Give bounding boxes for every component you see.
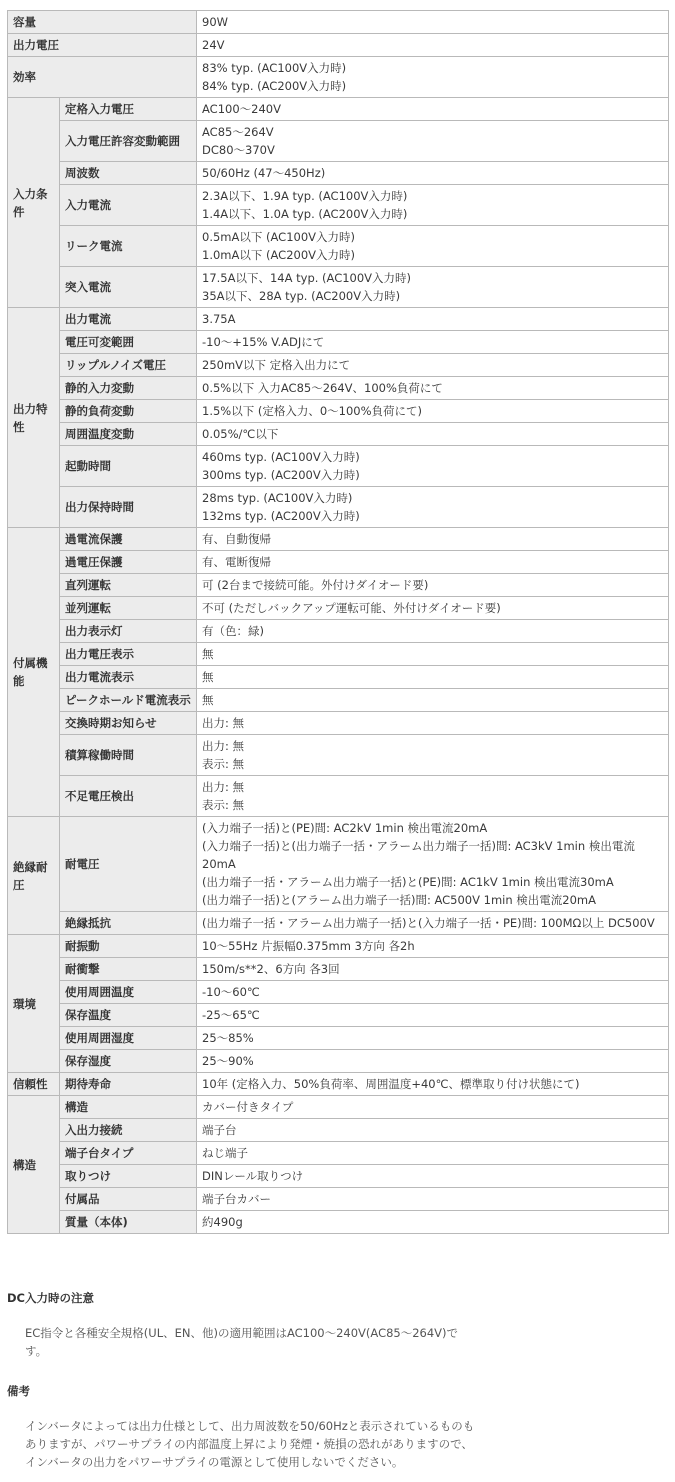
spec-value: [197, 267, 669, 308]
spec-value-line: 端子台カバー: [202, 1192, 271, 1206]
spec-row: [8, 400, 669, 423]
spec-value-line: 1.5%以下 (定格入力、0～100%負荷にて): [202, 404, 423, 418]
spec-value-line: (出力端子一括・アラーム出力端子一括)と(入力端子一括・PE)間: 100MΩ以上 DC500V: [202, 916, 655, 930]
spec-value: [197, 354, 669, 377]
spec-value: [197, 1188, 669, 1211]
spec-value: [197, 1004, 669, 1027]
spec-value-line: 25～85%: [202, 1031, 254, 1045]
spec-key: 構造: [60, 1096, 197, 1119]
spec-value-line: 出力: 無: [202, 739, 245, 753]
spec-value-line: 約490g: [202, 1215, 243, 1229]
spec-group-label: 信頼性: [8, 1073, 60, 1096]
spec-key: 定格入力電圧: [60, 98, 197, 121]
spec-key: 保存温度: [60, 1004, 197, 1027]
spec-value: [197, 689, 669, 712]
spec-row: [8, 267, 669, 308]
spec-value: [197, 308, 669, 331]
spec-value: [197, 331, 669, 354]
spec-value-line: 25～90%: [202, 1054, 254, 1068]
spec-key: 入力電圧許容変動範囲: [60, 121, 197, 162]
spec-key: 付属品: [60, 1188, 197, 1211]
spec-value-line: 出力: 無: [202, 716, 245, 730]
spec-row: [8, 1050, 669, 1073]
spec-value-line: 有、電断復帰: [202, 555, 271, 569]
spec-row: [8, 57, 669, 98]
spec-value-line: 表示: 無: [202, 798, 245, 812]
spec-key: 並列運転: [60, 597, 197, 620]
spec-group-label: 付属機能: [8, 528, 60, 817]
spec-row: [8, 308, 669, 331]
spec-row: [8, 1004, 669, 1027]
spec-key: 入出力接続: [60, 1119, 197, 1142]
spec-value-line: 可 (2台まで接続可能。外付けダイオード要): [202, 578, 429, 592]
spec-row: [8, 487, 669, 528]
spec-value-line: 84% typ. (AC200V入力時): [202, 79, 347, 93]
spec-value-line: (出力端子一括・アラーム出力端子一括)と(PE)間: AC1kV 1min 検出電流30mA: [202, 875, 614, 889]
spec-value: [197, 226, 669, 267]
spec-key: 出力電流表示: [60, 666, 197, 689]
spec-row: [8, 1142, 669, 1165]
spec-value-line: 250mV以下 定格入出力にて: [202, 358, 351, 372]
spec-group-label: 構造: [8, 1096, 60, 1234]
spec-value: [197, 1142, 669, 1165]
spec-table-body: [8, 11, 669, 1234]
spec-row: [8, 185, 669, 226]
spec-row: [8, 331, 669, 354]
spec-row: [8, 528, 669, 551]
spec-row: [8, 1165, 669, 1188]
spec-key: 耐電圧: [60, 817, 197, 912]
spec-row: [8, 958, 669, 981]
spec-value: [197, 620, 669, 643]
spec-row: [8, 574, 669, 597]
spec-value: [197, 1073, 669, 1096]
spec-key: 質量（本体): [60, 1211, 197, 1234]
spec-key: 端子台タイプ: [60, 1142, 197, 1165]
spec-row: [8, 620, 669, 643]
spec-key: 効率: [8, 57, 197, 98]
spec-value-line: -10～+15% V.ADJにて: [202, 335, 325, 349]
spec-value: [197, 643, 669, 666]
spec-value: [197, 57, 669, 98]
spec-key: 使用周囲温度: [60, 981, 197, 1004]
spec-key: 入力電流: [60, 185, 197, 226]
spec-value-line: 17.5A以下、14A typ. (AC100V入力時): [202, 271, 412, 285]
spec-group-label: 絶縁耐圧: [8, 817, 60, 935]
spec-key: リーク電流: [60, 226, 197, 267]
spec-row: [8, 1073, 669, 1096]
spec-value: [197, 121, 669, 162]
spec-value-line: 無: [202, 647, 214, 661]
spec-key: 過電流保護: [60, 528, 197, 551]
spec-row: [8, 1119, 669, 1142]
spec-value-line: (入力端子一括)と(出力端子一括・アラーム出力端子一括)間: AC3kV 1min 検出電流20mA: [202, 839, 635, 871]
spec-value: [197, 1211, 669, 1234]
spec-row: [8, 34, 669, 57]
spec-value-line: -10～60℃: [202, 985, 260, 999]
spec-value-line: AC85～264V: [202, 125, 274, 139]
spec-value-line: 3.75A: [202, 312, 236, 326]
spec-key: 耐衝撃: [60, 958, 197, 981]
spec-value-line: 無: [202, 693, 214, 707]
spec-row: [8, 776, 669, 817]
spec-value: [197, 1027, 669, 1050]
spec-value: [197, 597, 669, 620]
spec-value: [197, 423, 669, 446]
spec-row: [8, 1027, 669, 1050]
spec-row: [8, 121, 669, 162]
spec-value-line: 150m/s**2、6方向 各3回: [202, 962, 340, 976]
note-remarks-body: インバータによっては出力仕様として、出力周波数を50/60Hzと表示されているものもありますが、パワーサプライの内部温度上昇により発煙・焼損の恐れがありますので、インバータの出力をパワーサプライの電源として使用しないでください。: [25, 1419, 475, 1469]
spec-key: 保存湿度: [60, 1050, 197, 1073]
spec-key: 出力電流: [60, 308, 197, 331]
spec-row: [8, 1211, 669, 1234]
spec-value: [197, 1050, 669, 1073]
spec-value: [197, 958, 669, 981]
spec-value: [197, 528, 669, 551]
spec-row: [8, 981, 669, 1004]
spec-value-line: 0.05%/℃以下: [202, 427, 279, 441]
spec-row: [8, 423, 669, 446]
spec-key: リップルノイズ電圧: [60, 354, 197, 377]
spec-key: 出力表示灯: [60, 620, 197, 643]
spec-value: [197, 1119, 669, 1142]
spec-key: 出力保持時間: [60, 487, 197, 528]
spec-key: 出力電圧: [8, 34, 197, 57]
spec-value: [197, 446, 669, 487]
spec-key: 交換時期お知らせ: [60, 712, 197, 735]
spec-row: [8, 689, 669, 712]
spec-row: [8, 162, 669, 185]
spec-value: [197, 912, 669, 935]
spec-row: [8, 98, 669, 121]
spec-value-line: 端子台: [202, 1123, 237, 1137]
spec-row: [8, 817, 669, 912]
spec-value-line: 1.0mA以下 (AC200V入力時): [202, 248, 355, 262]
spec-key: 直列運転: [60, 574, 197, 597]
spec-value: [197, 98, 669, 121]
spec-value-line: 300ms typ. (AC200V入力時): [202, 468, 360, 482]
spec-key: 期待寿命: [60, 1073, 197, 1096]
spec-value-line: 24V: [202, 38, 225, 52]
spec-value: [197, 487, 669, 528]
spec-value: [197, 377, 669, 400]
spec-key: 使用周囲湿度: [60, 1027, 197, 1050]
spec-row: [8, 735, 669, 776]
spec-value: [197, 935, 669, 958]
spec-row: [8, 935, 669, 958]
spec-key: 容量: [8, 11, 197, 34]
spec-value: [197, 776, 669, 817]
spec-row: [8, 1188, 669, 1211]
spec-value-line: 10年 (定格入力、50%負荷率、周囲温度+40℃、標準取り付け状態にて): [202, 1077, 580, 1091]
spec-key: 取りつけ: [60, 1165, 197, 1188]
spec-value-line: 28ms typ. (AC100V入力時): [202, 491, 353, 505]
spec-key: ピークホールド電流表示: [60, 689, 197, 712]
spec-key: 周囲温度変動: [60, 423, 197, 446]
spec-value: [197, 574, 669, 597]
spec-value-line: ねじ端子: [202, 1146, 248, 1160]
spec-row: [8, 666, 669, 689]
spec-row: [8, 1096, 669, 1119]
spec-row: [8, 226, 669, 267]
spec-row: [8, 551, 669, 574]
spec-value-line: AC100～240V: [202, 102, 281, 116]
spec-value-line: (出力端子一括)と(アラーム出力端子一括)間: AC500V 1min 検出電流20mA: [202, 893, 597, 907]
spec-value-line: 0.5%以下 入力AC85～264V、100%負荷にて: [202, 381, 443, 395]
spec-value-line: 132ms typ. (AC200V入力時): [202, 509, 360, 523]
spec-value: [197, 735, 669, 776]
spec-value-line: DINレール取りつけ: [202, 1169, 304, 1183]
spec-key: 電圧可変範囲: [60, 331, 197, 354]
spec-value: [197, 185, 669, 226]
note-remarks-heading: 備考: [7, 1384, 30, 1398]
spec-value-line: カバー付きタイプ: [202, 1100, 294, 1114]
spec-value-line: 有（色：緑): [202, 624, 264, 638]
spec-value: [197, 162, 669, 185]
spec-value-line: 表示: 無: [202, 757, 245, 771]
spec-row: [8, 354, 669, 377]
spec-key: 積算稼働時間: [60, 735, 197, 776]
spec-key: 過電圧保護: [60, 551, 197, 574]
spec-value: [197, 712, 669, 735]
spec-value: [197, 1096, 669, 1119]
spec-value-line: 2.3A以下、1.9A typ. (AC100V入力時): [202, 189, 408, 203]
spec-key: 起動時間: [60, 446, 197, 487]
spec-value-line: 83% typ. (AC100V入力時): [202, 61, 347, 75]
spec-value-line: (入力端子一括)と(PE)間: AC2kV 1min 検出電流20mA: [202, 821, 488, 835]
spec-group-label: 入力条件: [8, 98, 60, 308]
spec-row: [8, 377, 669, 400]
spec-value-line: 不可 (ただしバックアップ運転可能、外付けダイオード要): [202, 601, 501, 615]
spec-row: [8, 446, 669, 487]
spec-value-line: 10～55Hz 片振幅0.375mm 3方向 各2h: [202, 939, 415, 953]
spec-value: [197, 1165, 669, 1188]
spec-value: [197, 551, 669, 574]
spec-value-line: 出力: 無: [202, 780, 245, 794]
spec-key: 周波数: [60, 162, 197, 185]
spec-value: [197, 666, 669, 689]
spec-value-line: 0.5mA以下 (AC100V入力時): [202, 230, 355, 244]
spec-key: 静的負荷変動: [60, 400, 197, 423]
spec-group-label: 出力特性: [8, 308, 60, 528]
note-dc-heading: DC入力時の注意: [7, 1291, 94, 1305]
spec-key: 突入電流: [60, 267, 197, 308]
spec-key: 絶縁抵抗: [60, 912, 197, 935]
spec-key: 不足電圧検出: [60, 776, 197, 817]
spec-table: [7, 10, 669, 1234]
note-dc-body: EC指令と各種安全規格(UL、EN、他)の適用範囲はAC100～240V(AC85～264V)です。: [25, 1326, 459, 1358]
spec-value-line: 35A以下、28A typ. (AC200V入力時): [202, 289, 401, 303]
spec-value-line: 90W: [202, 15, 229, 29]
spec-value: [197, 400, 669, 423]
spec-value-line: -25～65℃: [202, 1008, 260, 1022]
spec-row: [8, 11, 669, 34]
spec-row: [8, 912, 669, 935]
spec-key: 静的入力変動: [60, 377, 197, 400]
spec-key: 耐振動: [60, 935, 197, 958]
spec-group-label: 環境: [8, 935, 60, 1073]
spec-value-line: 無: [202, 670, 214, 684]
spec-value: [197, 981, 669, 1004]
spec-row: [8, 712, 669, 735]
spec-value-line: DC80～370V: [202, 143, 275, 157]
spec-value: [197, 34, 669, 57]
spec-value: [197, 817, 669, 912]
spec-row: [8, 643, 669, 666]
spec-value-line: 460ms typ. (AC100V入力時): [202, 450, 360, 464]
spec-value-line: 有、自動復帰: [202, 532, 271, 546]
spec-row: [8, 597, 669, 620]
spec-value-line: 50/60Hz (47～450Hz): [202, 166, 326, 180]
spec-value-line: 1.4A以下、1.0A typ. (AC200V入力時): [202, 207, 408, 221]
spec-key: 出力電圧表示: [60, 643, 197, 666]
spec-value: [197, 11, 669, 34]
